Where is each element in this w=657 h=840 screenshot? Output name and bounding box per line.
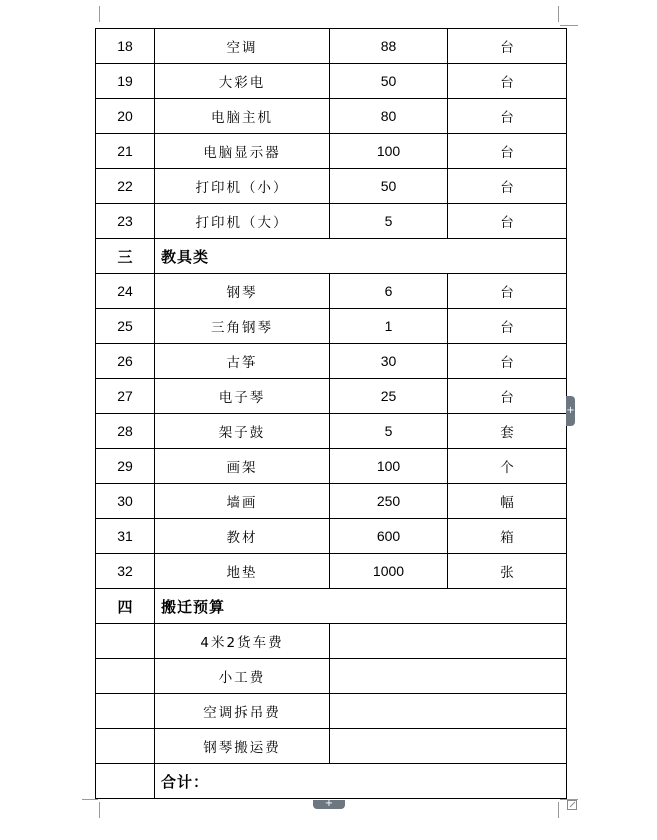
item-quantity-cell[interactable]: 100 bbox=[330, 134, 448, 169]
table-row bbox=[96, 414, 567, 449]
table-body bbox=[96, 29, 567, 799]
item-name-cell[interactable]: 地垫 bbox=[155, 554, 330, 589]
item-unit-cell[interactable]: 台 bbox=[448, 274, 567, 309]
empty-number-cell[interactable] bbox=[96, 729, 155, 764]
section-number-cell[interactable]: 三 bbox=[96, 239, 155, 274]
moving-cost-row bbox=[96, 729, 567, 764]
item-number-cell[interactable]: 18 bbox=[96, 29, 155, 64]
item-unit-cell[interactable]: 箱 bbox=[448, 519, 567, 554]
table-row bbox=[96, 309, 567, 344]
cost-item-name-cell[interactable]: 空调拆吊费 bbox=[155, 694, 330, 729]
budget-table bbox=[95, 28, 567, 799]
table-row bbox=[96, 29, 567, 64]
empty-number-cell[interactable] bbox=[96, 659, 155, 694]
section-header-row bbox=[96, 589, 567, 624]
table-row bbox=[96, 554, 567, 589]
item-name-cell[interactable]: 教材 bbox=[155, 519, 330, 554]
item-name-cell[interactable]: 打印机（小） bbox=[155, 169, 330, 204]
table-row bbox=[96, 344, 567, 379]
item-quantity-cell[interactable]: 30 bbox=[330, 344, 448, 379]
table-row bbox=[96, 204, 567, 239]
crop-mark-top-left-vertical bbox=[99, 6, 100, 22]
item-unit-cell[interactable]: 幅 bbox=[448, 484, 567, 519]
item-quantity-cell[interactable]: 5 bbox=[330, 414, 448, 449]
cost-item-name-cell[interactable]: 小工费 bbox=[155, 659, 330, 694]
table-row bbox=[96, 449, 567, 484]
item-unit-cell[interactable]: 套 bbox=[448, 414, 567, 449]
item-unit-cell[interactable]: 台 bbox=[448, 344, 567, 379]
empty-number-cell[interactable] bbox=[96, 694, 155, 729]
item-quantity-cell[interactable]: 88 bbox=[330, 29, 448, 64]
crop-mark-top-right-horizontal bbox=[560, 25, 578, 26]
item-name-cell[interactable]: 古筝 bbox=[155, 344, 330, 379]
item-number-cell[interactable]: 29 bbox=[96, 449, 155, 484]
section-header-row bbox=[96, 239, 567, 274]
item-number-cell[interactable]: 28 bbox=[96, 414, 155, 449]
item-unit-cell[interactable]: 个 bbox=[448, 449, 567, 484]
item-name-cell[interactable]: 三角钢琴 bbox=[155, 309, 330, 344]
item-number-cell[interactable]: 23 bbox=[96, 204, 155, 239]
cost-amount-cell[interactable] bbox=[330, 624, 567, 659]
crop-mark-top-right-vertical bbox=[558, 6, 559, 22]
crop-mark-bottom-left-horizontal bbox=[82, 799, 98, 800]
cost-item-name-cell[interactable]: 4米2货车费 bbox=[155, 624, 330, 659]
section-title-cell[interactable]: 搬迁预算 bbox=[155, 589, 567, 624]
cost-amount-cell[interactable] bbox=[330, 729, 567, 764]
item-name-cell[interactable]: 电子琴 bbox=[155, 379, 330, 414]
empty-number-cell[interactable] bbox=[96, 624, 155, 659]
item-unit-cell[interactable]: 台 bbox=[448, 64, 567, 99]
plus-icon: + bbox=[566, 405, 575, 416]
add-column-handle[interactable] bbox=[566, 396, 575, 426]
item-unit-cell[interactable]: 台 bbox=[448, 379, 567, 414]
item-quantity-cell[interactable]: 1 bbox=[330, 309, 448, 344]
table-row bbox=[96, 169, 567, 204]
empty-number-cell[interactable] bbox=[96, 764, 155, 799]
crop-mark-bottom-left-vertical bbox=[99, 802, 100, 818]
table-row bbox=[96, 134, 567, 169]
item-quantity-cell[interactable]: 1000 bbox=[330, 554, 448, 589]
item-number-cell[interactable]: 31 bbox=[96, 519, 155, 554]
table-resize-handle[interactable] bbox=[567, 800, 577, 810]
total-row bbox=[96, 764, 567, 799]
item-name-cell[interactable]: 墙画 bbox=[155, 484, 330, 519]
item-quantity-cell[interactable]: 250 bbox=[330, 484, 448, 519]
item-unit-cell[interactable]: 台 bbox=[448, 204, 567, 239]
item-unit-cell[interactable]: 张 bbox=[448, 554, 567, 589]
item-number-cell[interactable]: 25 bbox=[96, 309, 155, 344]
item-quantity-cell[interactable]: 50 bbox=[330, 64, 448, 99]
item-number-cell[interactable]: 32 bbox=[96, 554, 155, 589]
item-number-cell[interactable]: 24 bbox=[96, 274, 155, 309]
add-row-handle[interactable] bbox=[313, 800, 345, 809]
crop-mark-bottom-right-vertical bbox=[558, 802, 559, 818]
item-unit-cell[interactable]: 台 bbox=[448, 99, 567, 134]
moving-cost-row bbox=[96, 624, 567, 659]
item-number-cell[interactable]: 19 bbox=[96, 64, 155, 99]
item-name-cell[interactable]: 电脑显示器 bbox=[155, 134, 330, 169]
item-unit-cell[interactable]: 台 bbox=[448, 134, 567, 169]
item-quantity-cell[interactable]: 50 bbox=[330, 169, 448, 204]
moving-cost-row bbox=[96, 694, 567, 729]
item-quantity-cell[interactable]: 100 bbox=[330, 449, 448, 484]
item-unit-cell[interactable]: 台 bbox=[448, 309, 567, 344]
item-unit-cell[interactable]: 台 bbox=[448, 29, 567, 64]
section-number-cell[interactable]: 四 bbox=[96, 589, 155, 624]
item-quantity-cell[interactable]: 25 bbox=[330, 379, 448, 414]
cost-amount-cell[interactable] bbox=[330, 659, 567, 694]
item-unit-cell[interactable]: 台 bbox=[448, 169, 567, 204]
section-title-cell[interactable]: 教具类 bbox=[155, 239, 567, 274]
table-row bbox=[96, 64, 567, 99]
table-row bbox=[96, 274, 567, 309]
table-row bbox=[96, 379, 567, 414]
item-name-cell[interactable]: 大彩电 bbox=[155, 64, 330, 99]
item-name-cell[interactable]: 打印机（大） bbox=[155, 204, 330, 239]
moving-cost-row bbox=[96, 659, 567, 694]
item-name-cell[interactable]: 空调 bbox=[155, 29, 330, 64]
item-number-cell[interactable]: 21 bbox=[96, 134, 155, 169]
total-label-cell[interactable]: 合计： bbox=[155, 764, 567, 799]
item-name-cell[interactable]: 画架 bbox=[155, 449, 330, 484]
item-quantity-cell[interactable]: 6 bbox=[330, 274, 448, 309]
item-number-cell[interactable]: 22 bbox=[96, 169, 155, 204]
table-row bbox=[96, 99, 567, 134]
item-name-cell[interactable]: 钢琴 bbox=[155, 274, 330, 309]
item-quantity-cell[interactable]: 5 bbox=[330, 204, 448, 239]
item-number-cell[interactable]: 26 bbox=[96, 344, 155, 379]
item-number-cell[interactable]: 20 bbox=[96, 99, 155, 134]
table-row bbox=[96, 484, 567, 519]
item-name-cell[interactable]: 电脑主机 bbox=[155, 99, 330, 134]
cost-item-name-cell[interactable]: 钢琴搬运费 bbox=[155, 729, 330, 764]
item-quantity-cell[interactable]: 80 bbox=[330, 99, 448, 134]
table-row bbox=[96, 519, 567, 554]
item-number-cell[interactable]: 27 bbox=[96, 379, 155, 414]
item-number-cell[interactable]: 30 bbox=[96, 484, 155, 519]
item-name-cell[interactable]: 架子鼓 bbox=[155, 414, 330, 449]
item-quantity-cell[interactable]: 600 bbox=[330, 519, 448, 554]
cost-amount-cell[interactable] bbox=[330, 694, 567, 729]
plus-icon: + bbox=[324, 798, 334, 809]
